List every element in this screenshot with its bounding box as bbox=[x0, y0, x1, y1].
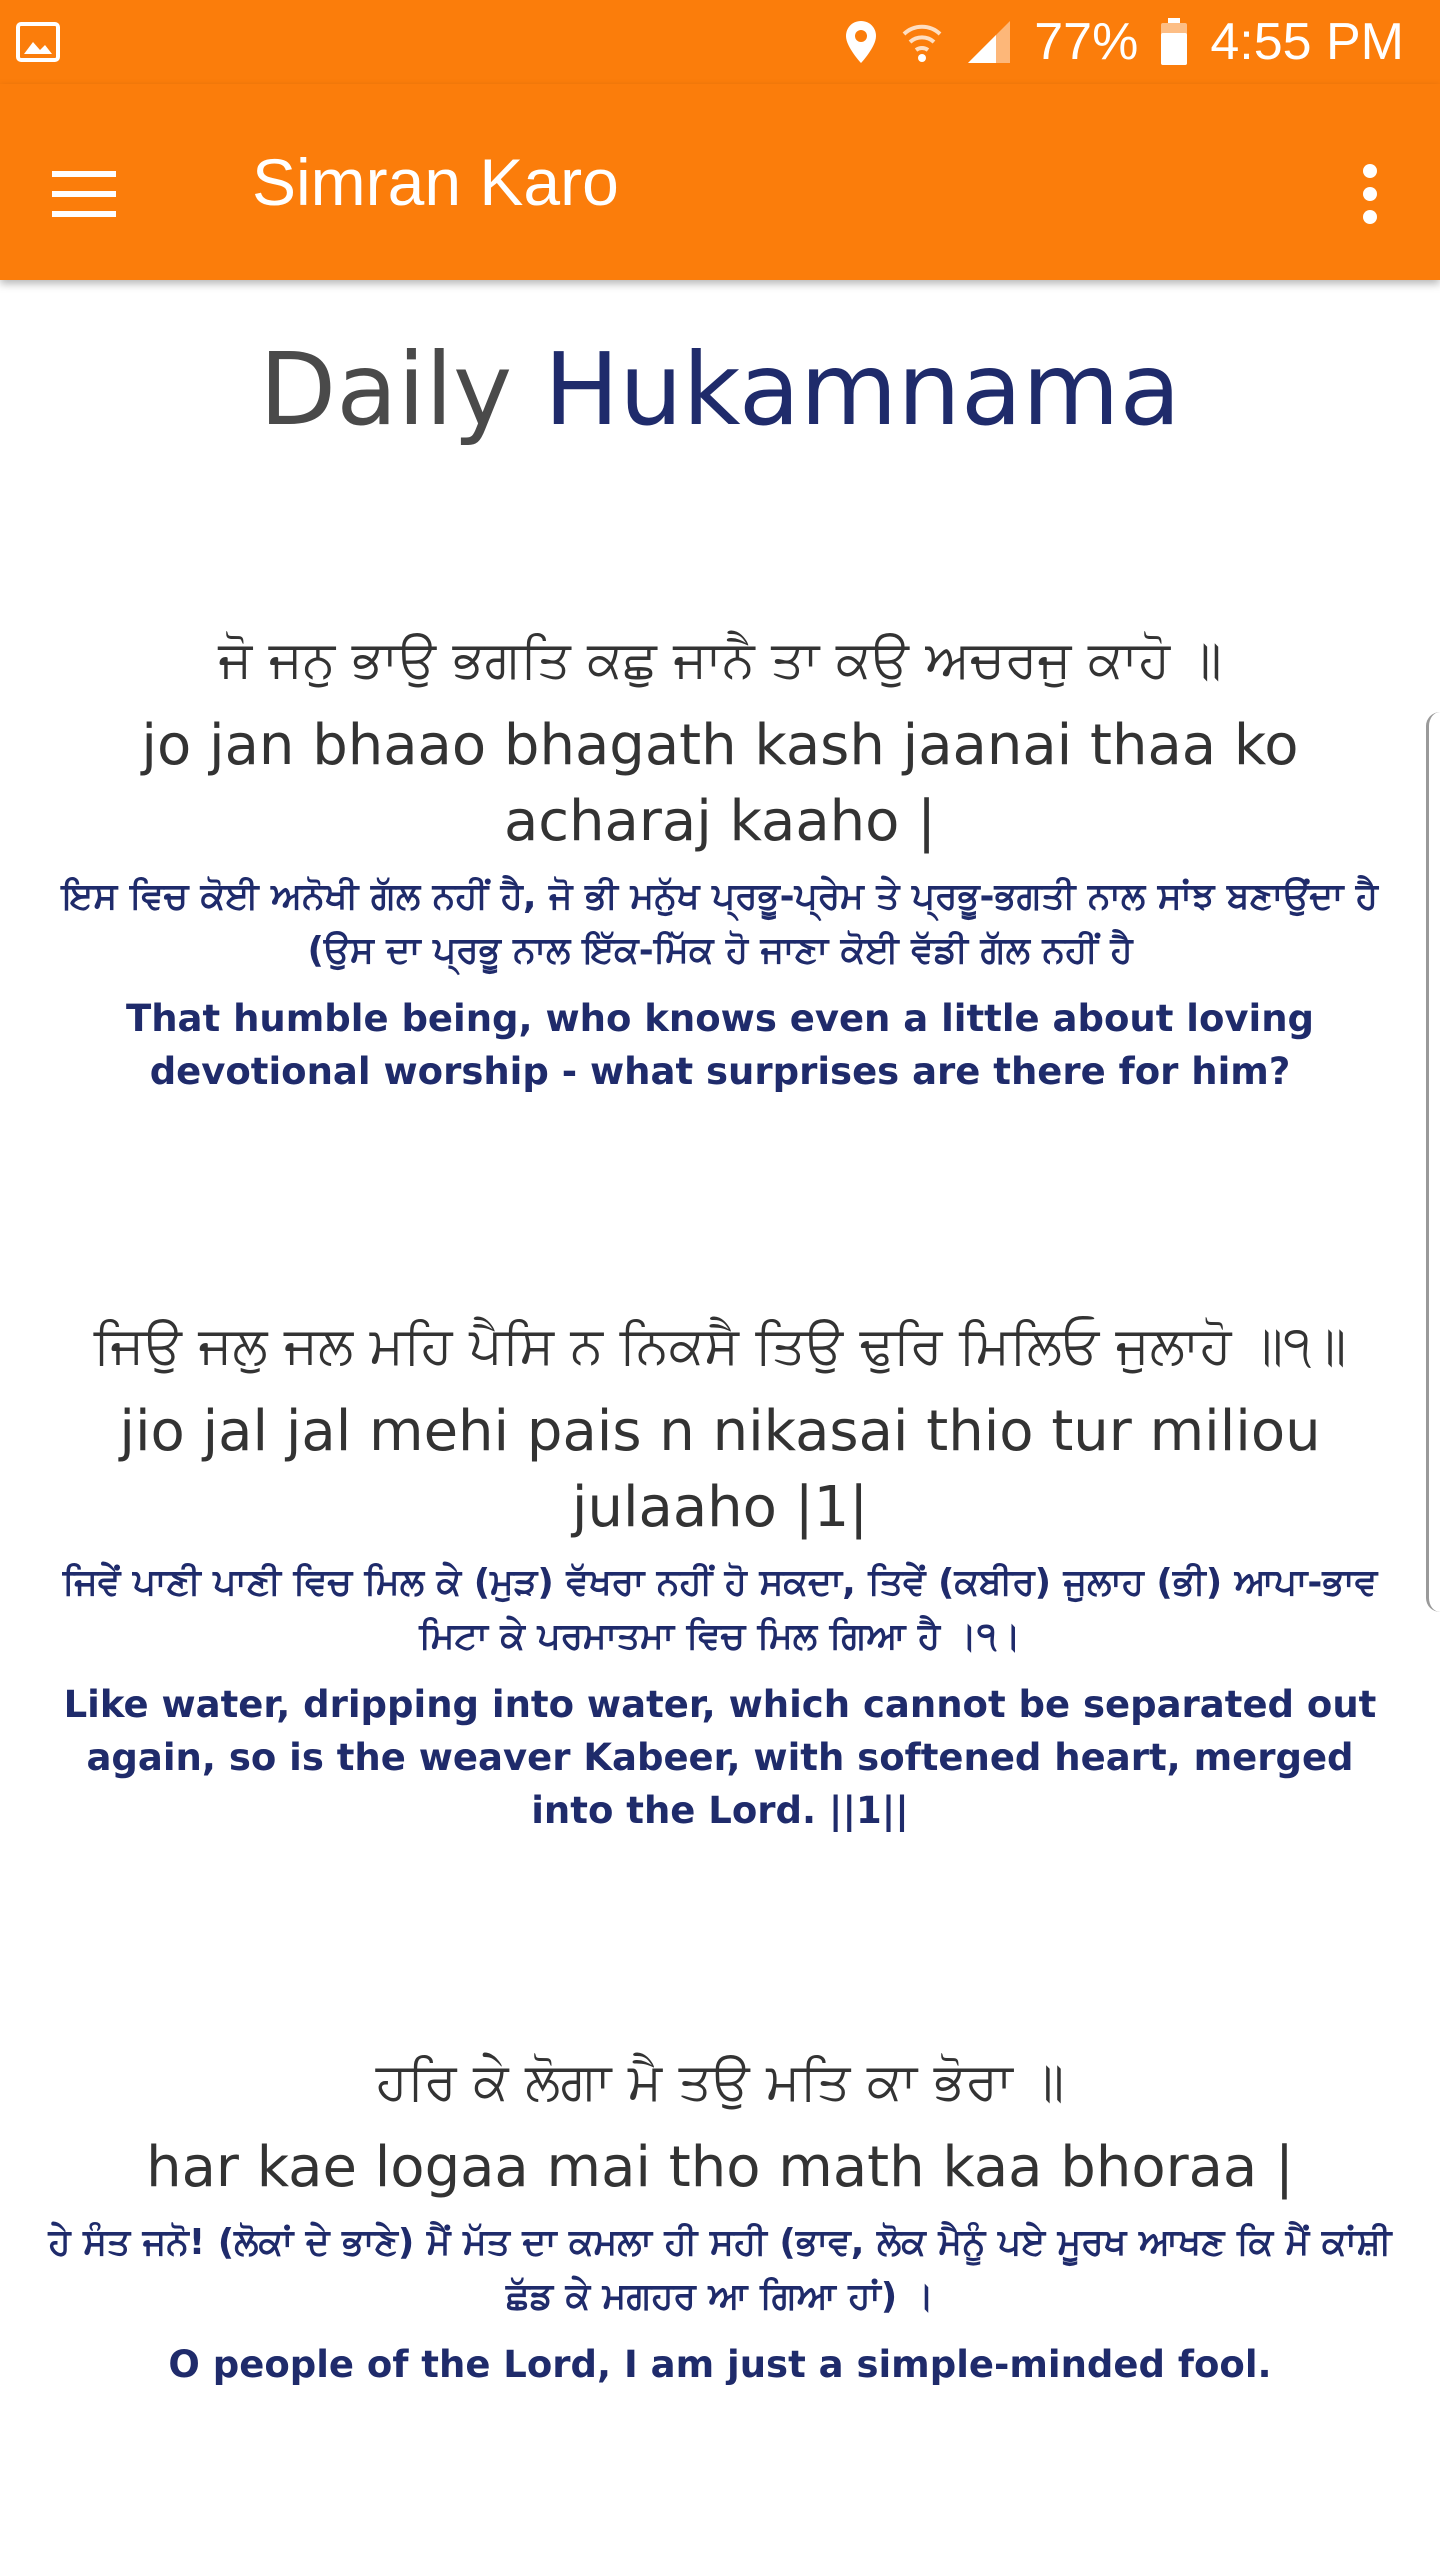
verse-transliteration: har kae logaa mai tho math kaa bhoraa | bbox=[146, 2135, 1294, 2200]
verse-transliteration: jio jal jal mehi pais n nikasai thio tur miliou julaaho |1| bbox=[119, 1399, 1321, 1540]
status-time: 4:55 PM bbox=[1210, 13, 1404, 71]
verse-block bbox=[40, 620, 1400, 1098]
verse-punjabi-meaning: ਇਸ ਵਿਚ ਕੋਈ ਅਨੋਖੀ ਗੱਲ ਨਹੀਂ ਹੈ, ਜੋ ਭੀ ਮਨੁੱਖ ਪ੍ਰਭੂ-ਪ੍ਰੇਮ ਤੇ ਪ੍ਰਭੂ-ਭਗਤੀ ਨਾਲ ਸਾਂਝ ਬਣਾਉਂਦਾ ਹੈ (ਉਸ ਦਾ ਪ੍ਰਭੂ ਨਾਲ ਇੱਕ-ਮਿੱਕ ਹੋ ਜਾਣਾ ਕੋਈ ਵੱਡੀ ਗੱਲ ਨਹੀਂ ਹੈ bbox=[61, 876, 1379, 971]
page-title-hukamnama: Hukamnama bbox=[544, 331, 1181, 448]
battery-percent: 77% bbox=[1034, 13, 1139, 71]
app-title: Simran Karo bbox=[252, 145, 619, 219]
scroll-edge-indicator[interactable] bbox=[1426, 712, 1440, 1612]
verse-english-translation: That humble being, who knows even a little about loving devotional worship - what surprises are there for him? bbox=[125, 997, 1315, 1093]
verse-english-translation: Like water, dripping into water, which cannot be separated out again, so is the weaver Kabeer, with softened heart, merged into the Lord. ||1|| bbox=[63, 1683, 1377, 1832]
verse-block bbox=[40, 1306, 1400, 1837]
page-title-daily: Daily bbox=[259, 331, 513, 448]
verse-punjabi-meaning: ਜਿਵੇਂ ਪਾਣੀ ਪਾਣੀ ਵਿਚ ਮਿਲ ਕੇ (ਮੁੜ) ਵੱਖਰਾ ਨਹੀਂ ਹੋ ਸਕਦਾ, ਤਿਵੇਂ (ਕਬੀਰ) ਜੁਲਾਹ (ਭੀ) ਆਪਾ-ਭਾਵ ਮਿਟਾ ਕੇ ਪਰਮਾਤਮਾ ਵਿਚ ਮਿਲ ਗਿਆ ਹੈ ।੧। bbox=[62, 1562, 1378, 1657]
verse-block bbox=[40, 2042, 1400, 2391]
verse-english-translation: O people of the Lord, I am just a simple-minded fool. bbox=[168, 2343, 1272, 2386]
verse-gurmukhi: ਜਿਉ ਜਲੁ ਜਲ ਮਹਿ ਪੈਸਿ ਨ ਨਿਕਸੈ ਤਿਉ ਢੁਰਿ ਮਿਲਿਓ ਜੁਲਾਹੋ ॥੧॥ bbox=[93, 1316, 1347, 1376]
verse-gurmukhi: ਜੋ ਜਨੁ ਭਾਉ ਭਗਤਿ ਕਛੁ ਜਾਨੈ ਤਾ ਕਉ ਅਚਰਜੁ ਕਾਹੋ ॥ bbox=[218, 630, 1222, 690]
verse-punjabi-meaning: ਹੇ ਸੰਤ ਜਨੋ! (ਲੋਕਾਂ ਦੇ ਭਾਣੇ) ਮੈਂ ਮੱਤ ਦਾ ਕਮਲਾ ਹੀ ਸਹੀ (ਭਾਵ, ਲੋਕ ਮੈਨੂੰ ਪਏ ਮੂਰਖ ਆਖਣ ਕਿ ਮੈਂ ਕਾਂਸ਼ੀ ਛੱਡ ਕੇ ਮਗਹਰ ਆ ਗਿਆ ਹਾਂ) । bbox=[48, 2222, 1392, 2317]
hukamnama-content bbox=[40, 0, 1400, 2560]
verse-gurmukhi: ਹਰਿ ਕੇ ਲੋਗਾ ਮੈ ਤਉ ਮਤਿ ਕਾ ਭੋਰਾ ॥ bbox=[375, 2052, 1065, 2112]
verse-transliteration: jo jan bhaao bhagath kash jaanai thaa ko acharaj kaaho | bbox=[141, 713, 1299, 854]
